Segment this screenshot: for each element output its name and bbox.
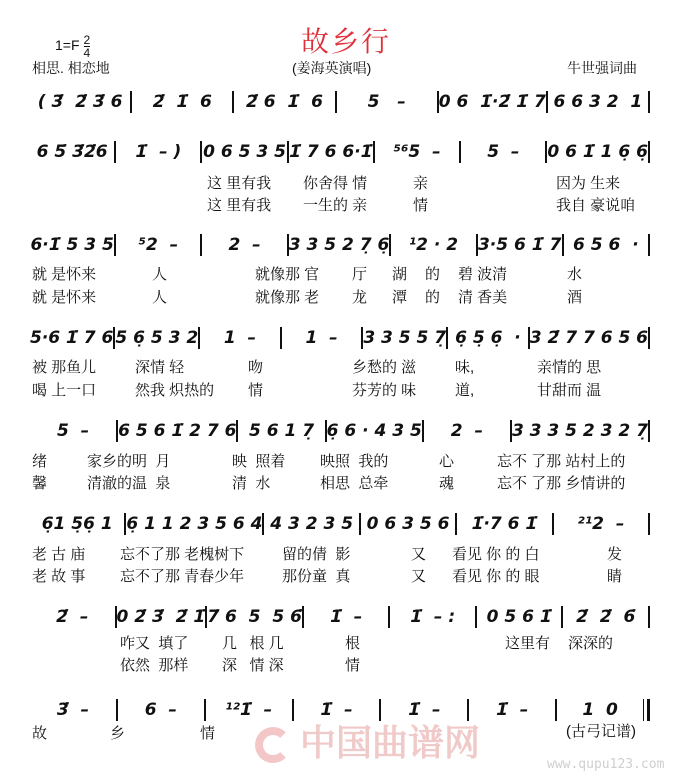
score-line-3: [30, 232, 650, 258]
lyric: 人: [152, 266, 168, 283]
barline: [648, 606, 650, 628]
measure: ⁵2 –: [138, 235, 179, 255]
lyric: 家乡的明 月: [87, 453, 171, 470]
measure: 3 3 3 5 2 3 2 7̣: [511, 421, 648, 441]
watermark-name: 中国曲谱网: [300, 722, 481, 763]
lyric: 情: [248, 382, 264, 399]
measure: 3 2̇ 7 7 6 5 6: [529, 328, 649, 348]
lyric: 又: [411, 546, 427, 563]
lyric: 就 是怀来: [32, 289, 97, 306]
measure: 2̇ 2̇ 6̇: [576, 607, 636, 627]
measure: 6̣ 5̣ 6̣ ·: [455, 328, 521, 348]
lyric: 乡愁的 滋: [352, 359, 417, 376]
lyric: 深 情 深: [222, 657, 284, 674]
lyric: 魂: [439, 475, 455, 492]
lyric: 人: [152, 289, 168, 306]
lyric: 道,: [455, 382, 475, 399]
lyric: 老 古 庙: [32, 546, 86, 563]
lyric: 忘不 了那 乡情讲的: [497, 475, 626, 492]
singer: (姜海英演唱): [292, 60, 372, 76]
lyric: 这 里有我: [207, 197, 272, 214]
measure: 1̇ 7 6 6·1̇: [289, 142, 373, 162]
lyric: 的: [425, 289, 441, 306]
measure: ¹2 · 2: [408, 235, 459, 255]
measure: 1̇ – :: [410, 607, 456, 627]
measure: 1̇ – ): [135, 142, 182, 162]
measure: 1 0: [582, 700, 618, 720]
lyric: 忘不了那 老槐树下: [120, 546, 245, 563]
measure: 6̣ 1 1 2 3 5 6 4: [126, 514, 263, 534]
measure: 5 –: [367, 92, 406, 112]
measure: 5 6̣ 5 3 2: [115, 328, 199, 348]
lyric: 的: [425, 266, 441, 283]
lyric: 乡: [110, 725, 126, 742]
measure: ( 3̇ 2̇ 3̇ 6: [37, 92, 123, 112]
time-bottom: 4: [83, 46, 91, 60]
lyric: 你舍得 情: [303, 175, 368, 192]
lyric: 老 故 事: [32, 568, 86, 585]
lyric: 湖: [392, 266, 408, 283]
measure: 1 –: [305, 328, 338, 348]
measure: ¹²1̇ –: [225, 700, 273, 720]
lyric: 潭: [392, 289, 408, 306]
lyric: 喝 上一口: [32, 382, 97, 399]
measure: 7̇ 6 5 5 6̇: [207, 607, 302, 627]
lyric: 味,: [455, 359, 475, 376]
barline: [648, 513, 650, 535]
measure: 6 5̇ 3̇2̇6: [36, 142, 108, 162]
lyric: 被 那鱼儿: [32, 359, 97, 376]
measure: 2 –: [228, 235, 261, 255]
measure: 6̣1 5̣6̣ 1: [41, 514, 113, 534]
lyric: 相思 总牵: [320, 475, 389, 492]
subtitle: 相思. 相恋地: [32, 60, 110, 76]
measure: ⁵⁶5 –: [393, 142, 441, 162]
lyric: 又: [411, 568, 427, 585]
lyric: 忘不 了那 站村上的: [497, 453, 626, 470]
measure: 1̇ –: [496, 700, 529, 720]
lyric: 厅: [352, 266, 368, 283]
lyric: 根: [345, 635, 361, 652]
score-line-2: [30, 139, 650, 165]
measure: 0 6 5 3 5: [203, 142, 286, 162]
lyric: 就 是怀来: [32, 266, 97, 283]
barline: [648, 91, 650, 113]
barline: [648, 420, 650, 442]
measure: 5 6 1 7̣: [248, 421, 315, 441]
lyric: 深情 轻: [135, 359, 185, 376]
lyric: 那份童 真: [282, 568, 351, 585]
lyric: 馨: [32, 475, 48, 492]
lyric: 映 照着: [232, 453, 286, 470]
measure: 1 –: [223, 328, 257, 348]
lyric: 情: [345, 657, 361, 674]
lyric: 这 里有我: [207, 175, 272, 192]
lyric: 绪: [32, 453, 48, 470]
measure: 0 6 1̇·2̇ 1̇ 7: [438, 92, 546, 112]
measure: 5 –: [487, 142, 520, 162]
time-top: 2: [83, 33, 91, 47]
measure: 2̇ 6 1̇ 6: [246, 92, 323, 112]
lyric: 因为 生来: [556, 175, 621, 192]
lyric: 碧 波清: [458, 266, 508, 283]
lyric: 故: [32, 725, 48, 742]
song-title: 故乡行: [300, 26, 391, 57]
measure: 6 5 6 ·: [573, 235, 639, 255]
measure: 1̇ –: [330, 607, 363, 627]
lyric: 发: [607, 546, 623, 563]
measure: 3 3 5 2 7̣ 6̣: [288, 235, 390, 255]
lyric: 咋又 填了: [120, 635, 189, 652]
barline: [648, 141, 650, 163]
measure: 1̇ –: [320, 700, 353, 720]
score-line-4: [30, 325, 650, 351]
barline: [648, 234, 650, 256]
measure: 3̇ –: [56, 700, 90, 720]
measure: 5·6 1̇ 7 6: [30, 328, 114, 348]
measure: 0 6 1̇ 1 6̣ 6̣: [547, 142, 648, 162]
measure: 3 3 5 5 7̣: [363, 328, 447, 348]
lyric: 酒: [567, 289, 583, 306]
measure: 2̇ 1̇ 6: [152, 92, 212, 112]
lyric: 然我 炽热的: [135, 382, 215, 399]
lyric: 亲情的 思: [537, 359, 602, 376]
score-line-5: [30, 418, 650, 444]
measure: 4 3 2 3 5: [270, 514, 354, 534]
lyric: 一生的 亲: [303, 197, 368, 214]
lyric: 心: [439, 453, 455, 470]
lyric: 映照 我的: [320, 453, 389, 470]
lyric: 就像那 官: [255, 266, 320, 283]
lyric: 看见 你 的 眼: [452, 568, 540, 585]
lyric: 龙: [352, 289, 368, 306]
lyric: 睛: [607, 568, 623, 585]
lyric: 甘甜而 温: [537, 382, 602, 399]
lyric: 忘不了那 青春少年: [120, 568, 245, 585]
watermark-logo-icon: [255, 727, 291, 763]
transcriber-credit: (古弓记谱): [566, 723, 636, 740]
lyric: 芬芳的 味: [352, 382, 417, 399]
measure: 6̣ 6 · 4 3 5: [326, 421, 422, 441]
lyric: 亲: [413, 175, 429, 192]
lyric: 这里有: [505, 635, 551, 652]
lyric: 清澈的温 泉: [87, 475, 171, 492]
measure: 3·5 6 1̇ 7: [477, 235, 562, 255]
measure: 0 5 6 1̇: [486, 607, 552, 627]
measure: 2̇ –: [56, 607, 89, 627]
score-line-6: [30, 511, 650, 537]
lyric: 情: [200, 725, 216, 742]
measure: 6 5 6 1̇ 2 7 6: [118, 421, 237, 441]
measure: 5 –: [56, 421, 90, 441]
measure: 6 6 3 2 1: [553, 92, 643, 112]
lyric: 深深的: [568, 635, 614, 652]
lyric: 就像那 老: [255, 289, 320, 306]
lyric: 留的倩 影: [282, 546, 351, 563]
score-line-7: [30, 604, 650, 630]
lyric: 清 香美: [458, 289, 508, 306]
barline: [643, 699, 650, 721]
measure: 6 –: [144, 700, 177, 720]
measure: 1̇ –: [408, 700, 441, 720]
lyric: 水: [567, 266, 583, 283]
watermark-url: www.qupu123.com: [547, 757, 665, 772]
measure: 2 –: [450, 421, 483, 441]
measure: 6·1̇ 5 3 5: [30, 235, 114, 255]
lyric: 情: [413, 197, 429, 214]
lyric: 几 根 几: [222, 635, 284, 652]
lyric: 吻: [248, 359, 264, 376]
score-line-8: [30, 697, 650, 723]
key-label: 1=F: [55, 37, 80, 54]
measure: 0 2̇ 3̇ 2̇ 1̇: [116, 607, 206, 627]
lyric: 依然 那样: [120, 657, 189, 674]
measure: 0 6 3 5 6: [366, 514, 450, 534]
measure: 1̇·7 6 1̇: [471, 514, 538, 534]
barline: [648, 327, 650, 349]
lyric: 清 水: [232, 475, 271, 492]
composer: 牛世强词曲: [567, 60, 637, 76]
lyric: 看见 你 的 白: [452, 546, 540, 563]
score-line-1: [30, 89, 650, 115]
lyric: 我自 豪说咱: [556, 197, 636, 214]
measure: ²¹2 –: [577, 514, 625, 534]
